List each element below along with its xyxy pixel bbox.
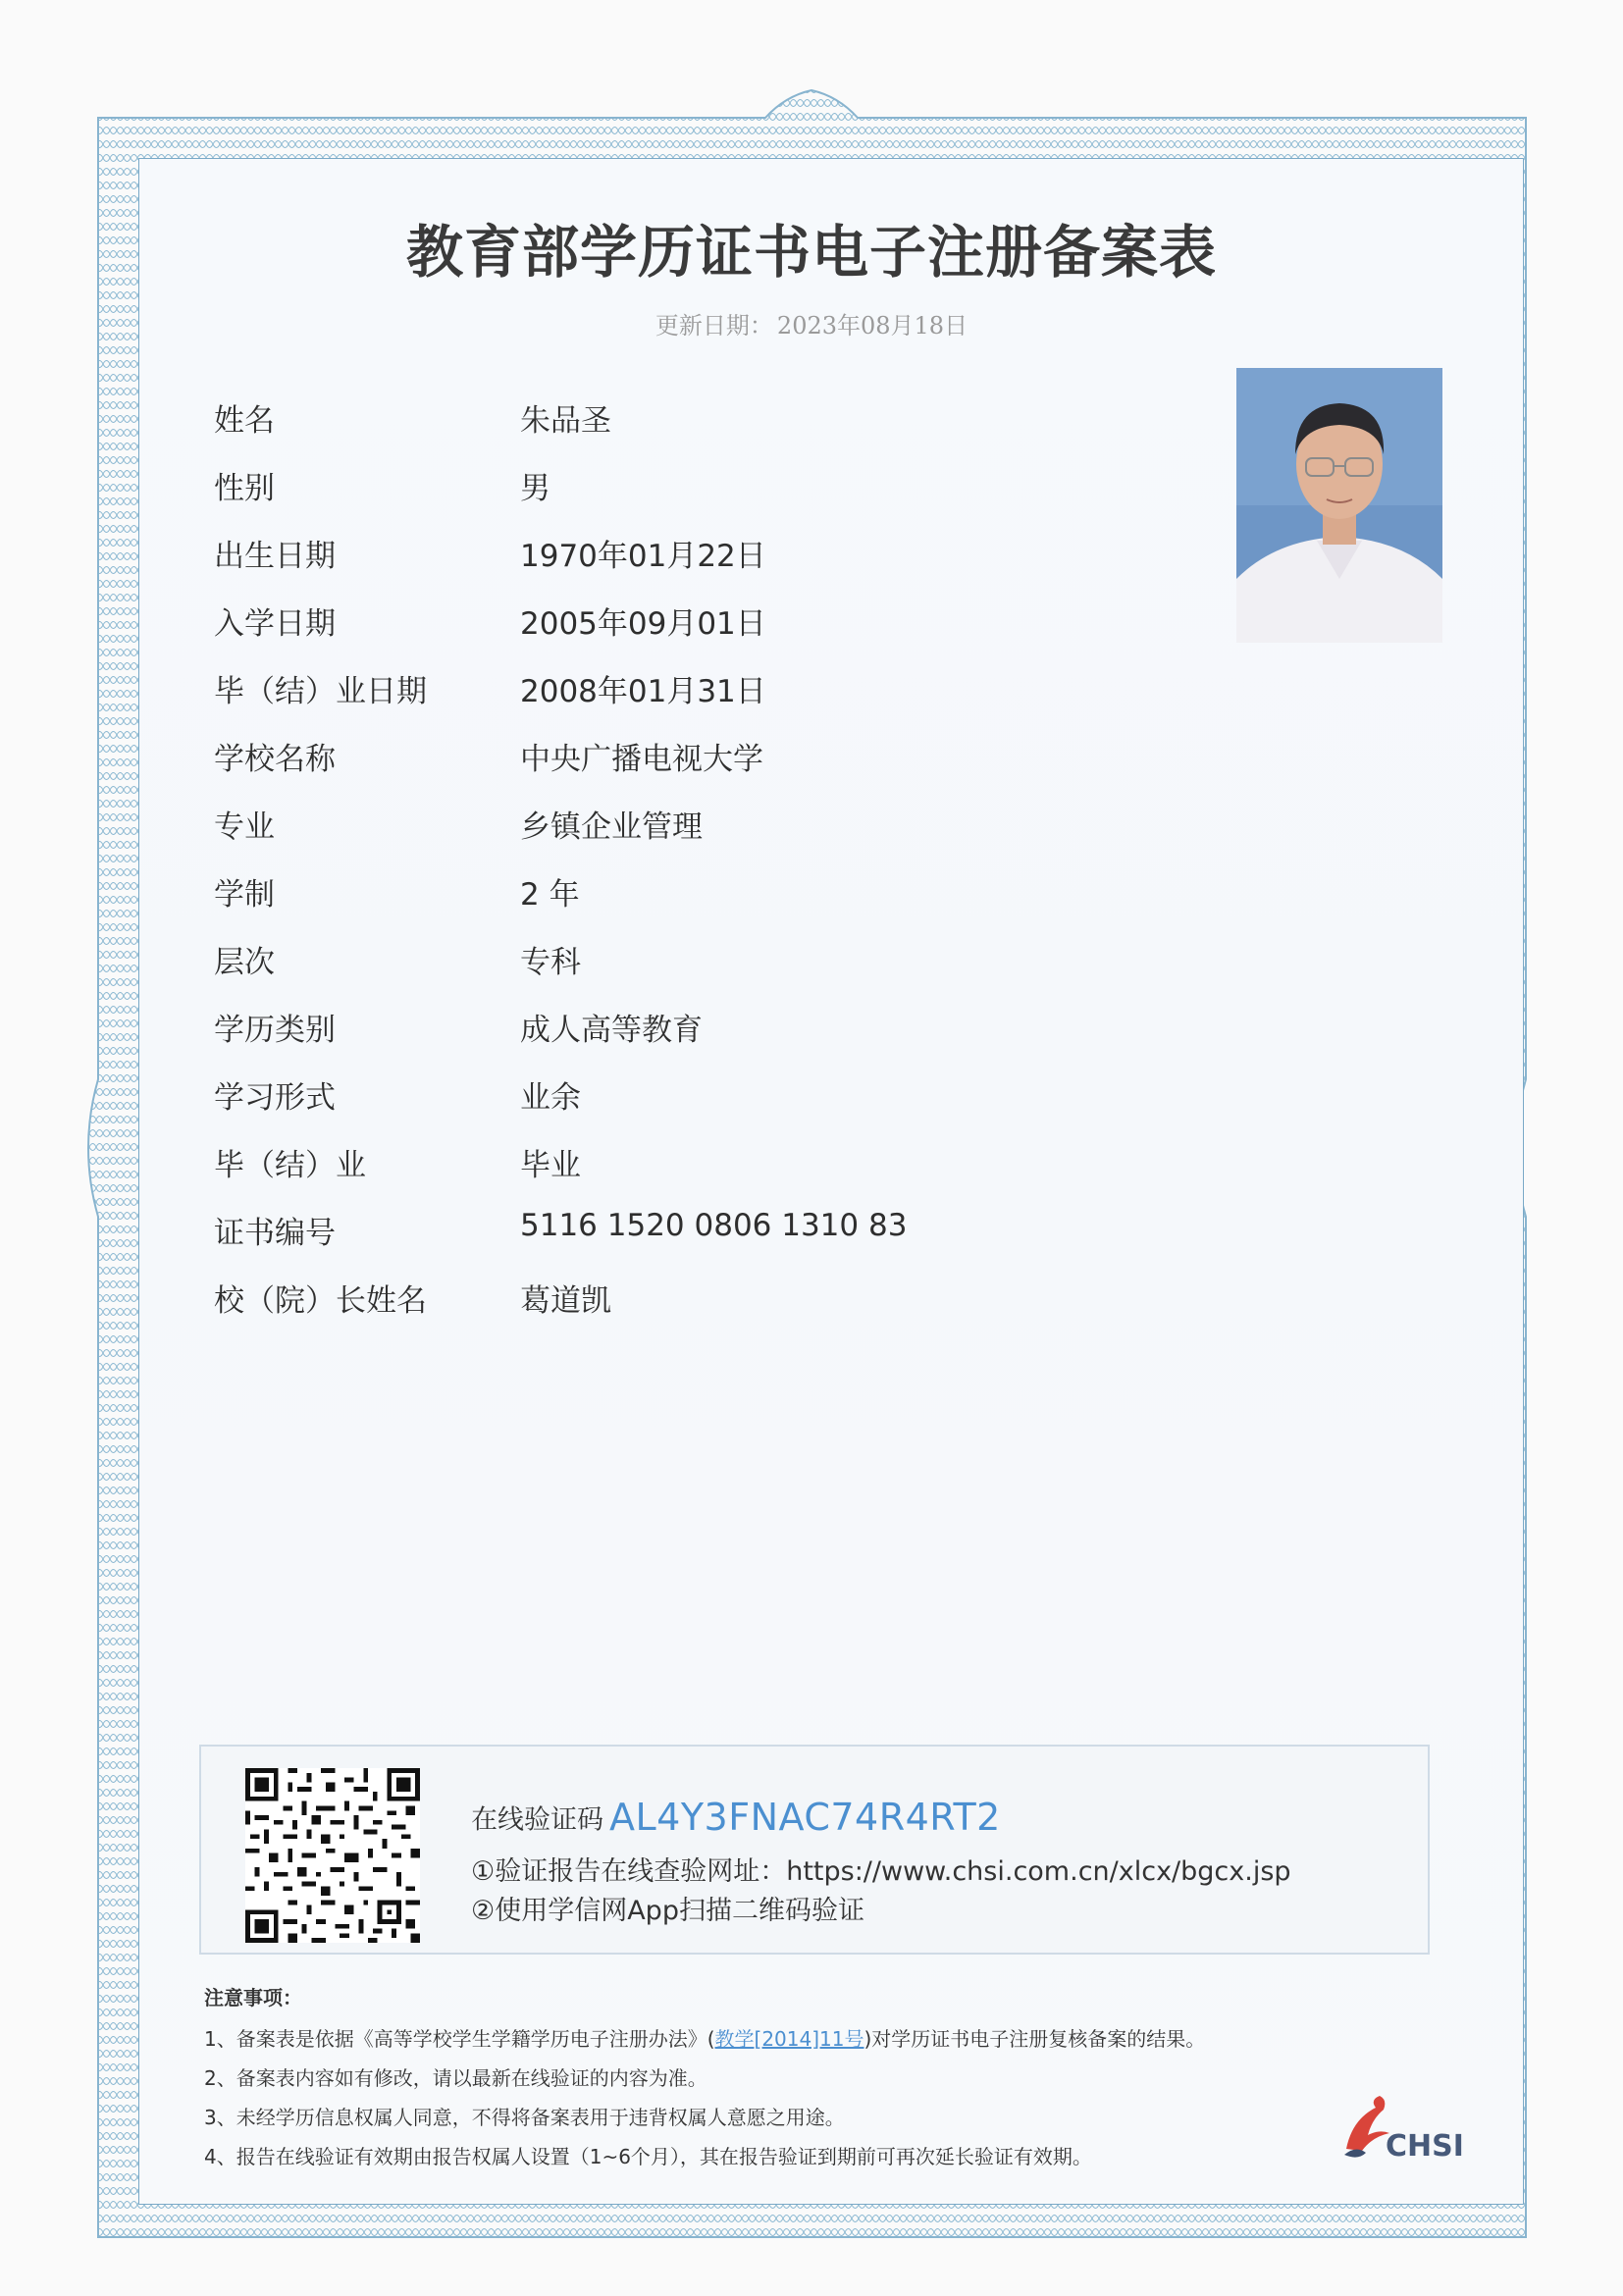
qr-code-icon[interactable] (245, 1768, 420, 1943)
chsi-logo (1336, 2090, 1464, 2168)
document-title: 教育部学历证书电子注册备案表 (405, 219, 1217, 286)
field-value-graduation-date: 2008年01月31日 (520, 674, 766, 709)
verification-code: AL4Y3FNAC74R4RT2 (609, 1796, 1001, 1839)
verification-code-label: 在线验证码 (471, 1804, 603, 1836)
field-value-gender: 男 (520, 471, 550, 506)
verification-url-line[interactable]: ①验证报告在线查验网址：https://www.chsi.com.cn/xlcx/bgcx.jsp (471, 1856, 1291, 1887)
chsi-logo-text: CHSI (1386, 2129, 1464, 2164)
field-value-duration: 2 年 (520, 877, 580, 913)
field-label-level: 层次 (214, 945, 275, 980)
field-label-study-form: 学习形式 (214, 1080, 336, 1116)
field-label-enroll-date: 入学日期 (214, 606, 336, 642)
field-label-school: 学校名称 (214, 742, 336, 777)
field-value-name: 朱品圣 (520, 403, 611, 439)
field-value-level: 专科 (520, 945, 581, 980)
field-label-president: 校（院）长姓名 (214, 1283, 427, 1319)
field-value-president: 葛道凯 (520, 1283, 611, 1319)
note-item-4: 4、报告在线验证有效期由报告权属人设置（1~6个月），其在报告验证到期前可再次延长验证有效期。 (204, 2145, 1092, 2168)
verification-app-line: ②使用学信网App扫描二维码验证 (471, 1896, 864, 1926)
note-item-2: 2、备案表内容如有修改，请以最新在线验证的内容为准。 (204, 2066, 707, 2090)
field-value-graduation: 毕业 (520, 1148, 581, 1183)
field-label-name: 姓名 (214, 403, 275, 439)
field-label-duration: 学制 (214, 877, 275, 913)
field-label-certificate-number: 证书编号 (214, 1216, 336, 1251)
field-value-major: 乡镇企业管理 (520, 809, 703, 845)
note-item-1-suffix: )对学历证书电子注册复核备案的结果。 (864, 2027, 1206, 2051)
verification-code-row (471, 1796, 1001, 1839)
field-value-school: 中央广播电视大学 (520, 742, 763, 777)
field-value-study-form: 业余 (520, 1080, 581, 1116)
field-label-birth-date: 出生日期 (214, 539, 336, 574)
field-value-education-type: 成人高等教育 (520, 1013, 703, 1048)
verification-box (199, 1745, 1430, 1955)
update-label: 更新日期： (654, 312, 773, 339)
field-value-birth-date: 1970年01月22日 (520, 539, 766, 574)
person-portrait-icon (1236, 368, 1442, 643)
field-label-graduation: 毕（结）业 (214, 1148, 366, 1183)
update-date-value: 2023年08月18日 (776, 312, 969, 339)
note-item-1-prefix: 1、备案表是依据《高等学校学生学籍学历电子注册办法》( (204, 2027, 715, 2051)
field-label-gender: 性别 (214, 471, 275, 506)
field-value-enroll-date: 2005年09月01日 (520, 606, 766, 642)
field-label-graduation-date: 毕（结）业日期 (214, 674, 427, 709)
note-item-1 (204, 2023, 1205, 2052)
regulation-link[interactable]: 教学[2014]11号 (714, 2027, 864, 2051)
student-photo (1236, 368, 1442, 643)
field-label-education-type: 学历类别 (214, 1013, 336, 1048)
field-label-major: 专业 (214, 809, 275, 845)
notes-title: 注意事项： (204, 1986, 302, 2009)
field-value-certificate-number: 5116 1520 0806 1310 83 (520, 1208, 908, 1243)
note-item-3: 3、未经学历信息权属人同意，不得将备案表用于违背权属人意愿之用途。 (204, 2106, 845, 2129)
update-date (0, 306, 1623, 340)
